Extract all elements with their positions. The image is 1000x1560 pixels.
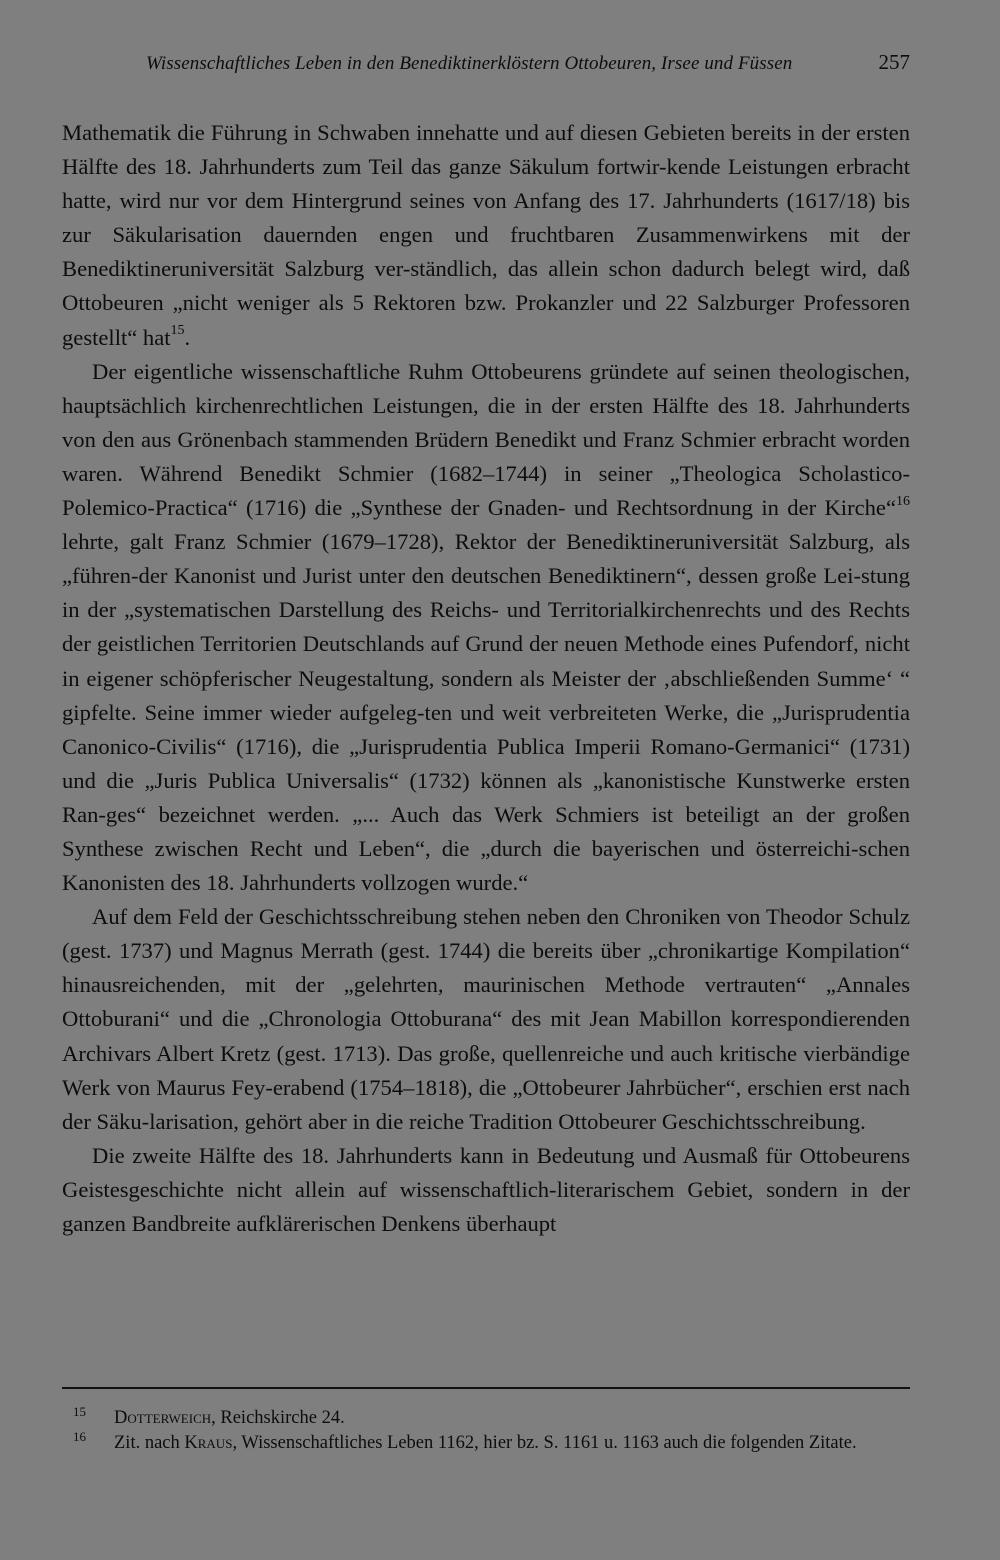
paragraph-text: Auf dem Feld der Geschichtsschreibung stehen neben den Chroniken von Theodor Schulz (gest. 1737) und Magnus Merrath (gest. 1744) die bereits über „chronikartige Kompilation“ hinausreichenden, mit der „gelehrten, maurinischen Methode vertrauten“ „Annales Ottoburani“ und die „Chronologia Ottoburana“ des mit Jean Mabillon korrespondierenden Archivars Albert Kretz (gest. 1713). Das große, quellenreiche und auch kritische vierbändige Werk von Maurus Fey-erabend (1754–1818), die „Ottobeurer Jahrbücher“, erschien erst nach der Säku-larisation, gehört aber in die reiche Tradition Ottobeurer Geschichtsschreibung. [62,904,910,1134]
paragraph [62,116,910,355]
paragraph-text: Die zweite Hälfte des 18. Jahrhunderts kann in Bedeutung und Ausmaß für Ottobeurens Geistesgeschichte nicht allein auf wissenschaftlich-literarischem Gebiet, sondern in der ganzen Bandbreite aufklärerischen Denkens überhaupt [62,1142,910,1236]
footnote-author: Dotterweich [114,1408,212,1428]
body-text [62,116,910,1241]
footnote-author: Kraus [184,1433,233,1453]
footnote-ref[interactable]: 15 [170,323,185,339]
footnote-ref[interactable]: 16 [896,493,910,509]
footnote-number: 16 [73,1429,86,1444]
footnote-divider [62,1387,910,1389]
page-number: 257 [878,50,910,74]
paragraph-text: Mathematik die Führung in Schwaben innehatte und auf diesen Gebieten bereits in der ersten Hälfte des 18. Jahrhunderts zum Teil das ganze Säkulum fortwir-kende Leistungen erbracht hatte, wird nur vor dem Hintergrund seines von Anfang des 17. Jahrhunderts (1617/18) bis zur Säkularisation dauernden engen und fruchtbaren Zusammenwirkens mit der Benediktineruniversität Salzburg ver-ständlich, das allein schon dadurch belegt wird, daß Ottobeuren „nicht weniger als 5 Rektoren bzw. Prokanzler und 22 Salzburger Professoren gestellt“ hat [62,120,910,350]
paragraph [62,1139,910,1241]
running-header [62,50,910,84]
paragraph-text: . [184,324,191,350]
footnote [62,1431,910,1456]
footnote-text: , Reichskirche 24. [211,1408,345,1428]
running-title: Wissenschaftliches Leben in den Benediktinerklöstern Ottobeuren, Irsee und Füssen [146,53,793,74]
footnote-prefix: Zit. nach [114,1433,185,1453]
paragraph [62,900,910,1139]
footnotes [62,1406,910,1456]
footnote [62,1406,910,1431]
paragraph-text: Der eigentliche wissenschaftliche Ruhm Ottobeurens gründete auf seinen theologischen, hauptsächlich kirchenrechtlichen Leistungen, die in der ersten Hälfte des 18. Jahrhunderts von den aus Grönenbach stammenden Brüdern Benedikt und Franz Schmier erbracht worden waren. Während Benedikt Schmier (1682–1744) in seiner „Theologica Scholastico-Polemico-Practica“ (1716) die „Synthese der Gnaden- und Rechtsordnung in der Kirche“ [62,358,910,521]
footnote-text: , Wissenschaftliches Leben 1162, hier bz. S. 1161 u. 1163 auch die folgenden Zitate. [232,1433,857,1453]
paragraph [62,355,910,901]
page [62,50,910,1241]
paragraph-text: lehrte, galt Franz Schmier (1679–1728), Rektor der Benediktineruniversität Salzburg, als „führen-der Kanonist und Jurist unter den deutschen Benediktinern“, dessen große Lei-stung in der „systematischen Darstellung des Reichs- und Territorialkirchenrechts und des Rechts der geistlichen Territorien Deutschlands auf Grund der neuen Methode eines Pufendorf, nicht in eigener schöpferischer Neugestaltung, sondern als Meister der ‚abschließenden Summe‘ “ gipfelte. Seine immer wieder aufgeleg-ten und weit verbreiteten Werke, die „Jurisprudentia Canonico-Civilis“ (1716), die „Jurisprudentia Publica Imperii Romano-Germanici“ (1731) und die „Juris Publica Universalis“ (1732) können als „kanonistische Kunstwerke ersten Ran-ges“ bezeichnet werden. „... Auch das Werk Schmiers ist beteiligt an der großen Synthese zwischen Recht und Leben“, die „durch die bayerischen und österreichi-schen Kanonisten des 18. Jahrhunderts vollzogen wurde.“ [62,529,910,896]
footnote-number: 15 [73,1404,86,1419]
